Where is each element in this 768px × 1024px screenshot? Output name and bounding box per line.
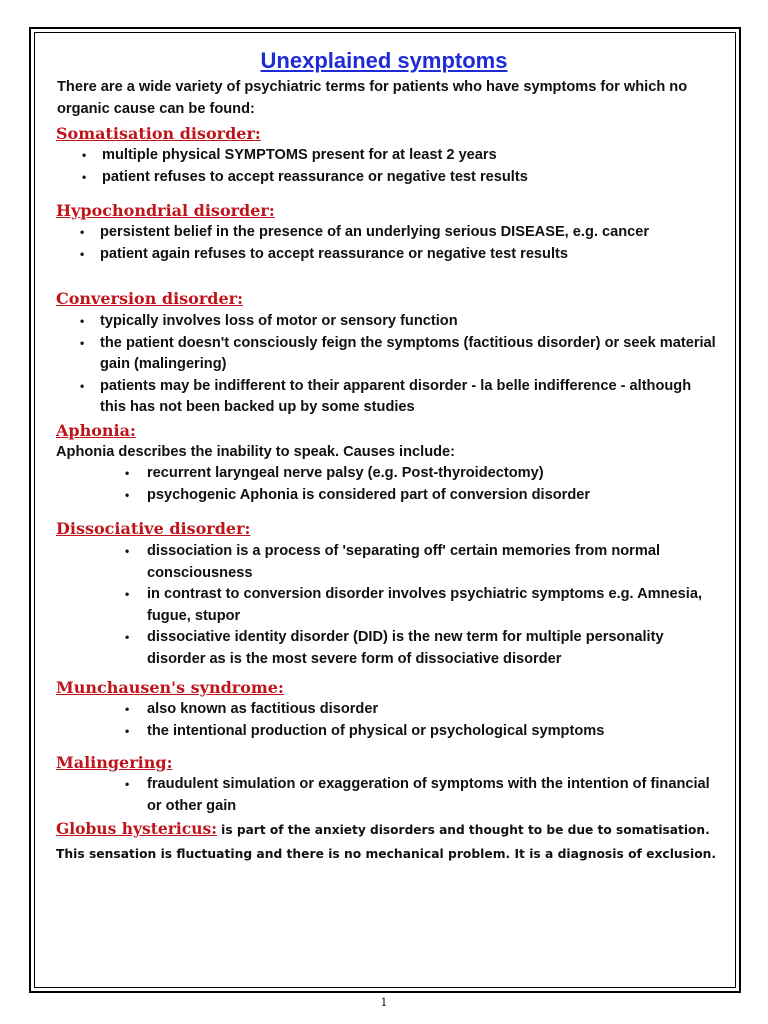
list-item: • also known as factitious disorder [147, 699, 717, 721]
conversion-heading: Conversion disorder: [56, 289, 243, 308]
malingering-list [147, 774, 717, 817]
aphonia-text: Aphonia describes the inability to speak. Causes include: [56, 444, 455, 460]
page-number: 1 [380, 996, 388, 1009]
munchausen-heading: Munchausen's syndrome: [56, 678, 284, 697]
list-item: • patient refuses to accept reassurance or negative test results [102, 167, 722, 189]
list-item: • multiple physical SYMPTOMS present for at least 2 years [102, 145, 722, 167]
list-item: • dissociation is a process of 'separating off' certain memories from normal consciousness [147, 541, 717, 584]
dissociative-list [147, 541, 717, 670]
somatisation-heading: Somatisation disorder: [56, 124, 261, 143]
intro-paragraph: There are a wide variety of psychiatric terms for patients who have symptoms for which no organic cause can be found: [57, 79, 688, 117]
list-item: • recurrent laryngeal nerve palsy (e.g. Post-thyroidectomy) [147, 463, 717, 485]
list-item: • patients may be indifferent to their apparent disorder - la belle indifference - although this has not been backed up by some studies [100, 376, 720, 419]
list-item: • typically involves loss of motor or sensory function [100, 311, 720, 333]
munchausen-list [147, 699, 717, 742]
list-item: • in contrast to conversion disorder involves psychiatric symptoms e.g. Amnesia, fugue, stupor [147, 584, 717, 627]
globus-line-1 [56, 818, 726, 842]
list-item: • the patient doesn't consciously feign the symptoms (factitious disorder) or seek material gain (malingering) [100, 333, 720, 376]
list-item: • patient again refuses to accept reassurance or negative test results [100, 244, 720, 266]
hypochondrial-heading: Hypochondrial disorder: [56, 201, 275, 220]
list-item: • dissociative identity disorder (DID) is the new term for multiple personality disorder as is the most severe form of dissociative disorder [147, 627, 717, 670]
conversion-list [100, 311, 720, 419]
list-item: • persistent belief in the presence of an underlying serious DISEASE, e.g. cancer [100, 222, 720, 244]
dissociative-heading: Dissociative disorder: [56, 519, 251, 538]
somatisation-list [102, 145, 722, 188]
globus-text-2: This sensation is fluctuating and there is no mechanical problem. It is a diagnosis of exclusion. [56, 847, 717, 861]
globus-heading: Globus hystericus: [56, 819, 217, 838]
page-title: Unexplained symptoms [260, 48, 508, 73]
list-item: • psychogenic Aphonia is considered part of conversion disorder [147, 485, 717, 507]
list-item: • the intentional production of physical or psychological symptoms [147, 721, 717, 743]
aphonia-list [147, 463, 717, 506]
malingering-heading: Malingering: [56, 753, 173, 772]
hypochondrial-list [100, 222, 720, 265]
globus-text-1: is part of the anxiety disorders and thought to be due to somatisation. [216, 823, 710, 837]
aphonia-heading: Aphonia: [56, 421, 136, 440]
list-item: • fraudulent simulation or exaggeration of symptoms with the intention of financial or other gain [147, 774, 717, 817]
